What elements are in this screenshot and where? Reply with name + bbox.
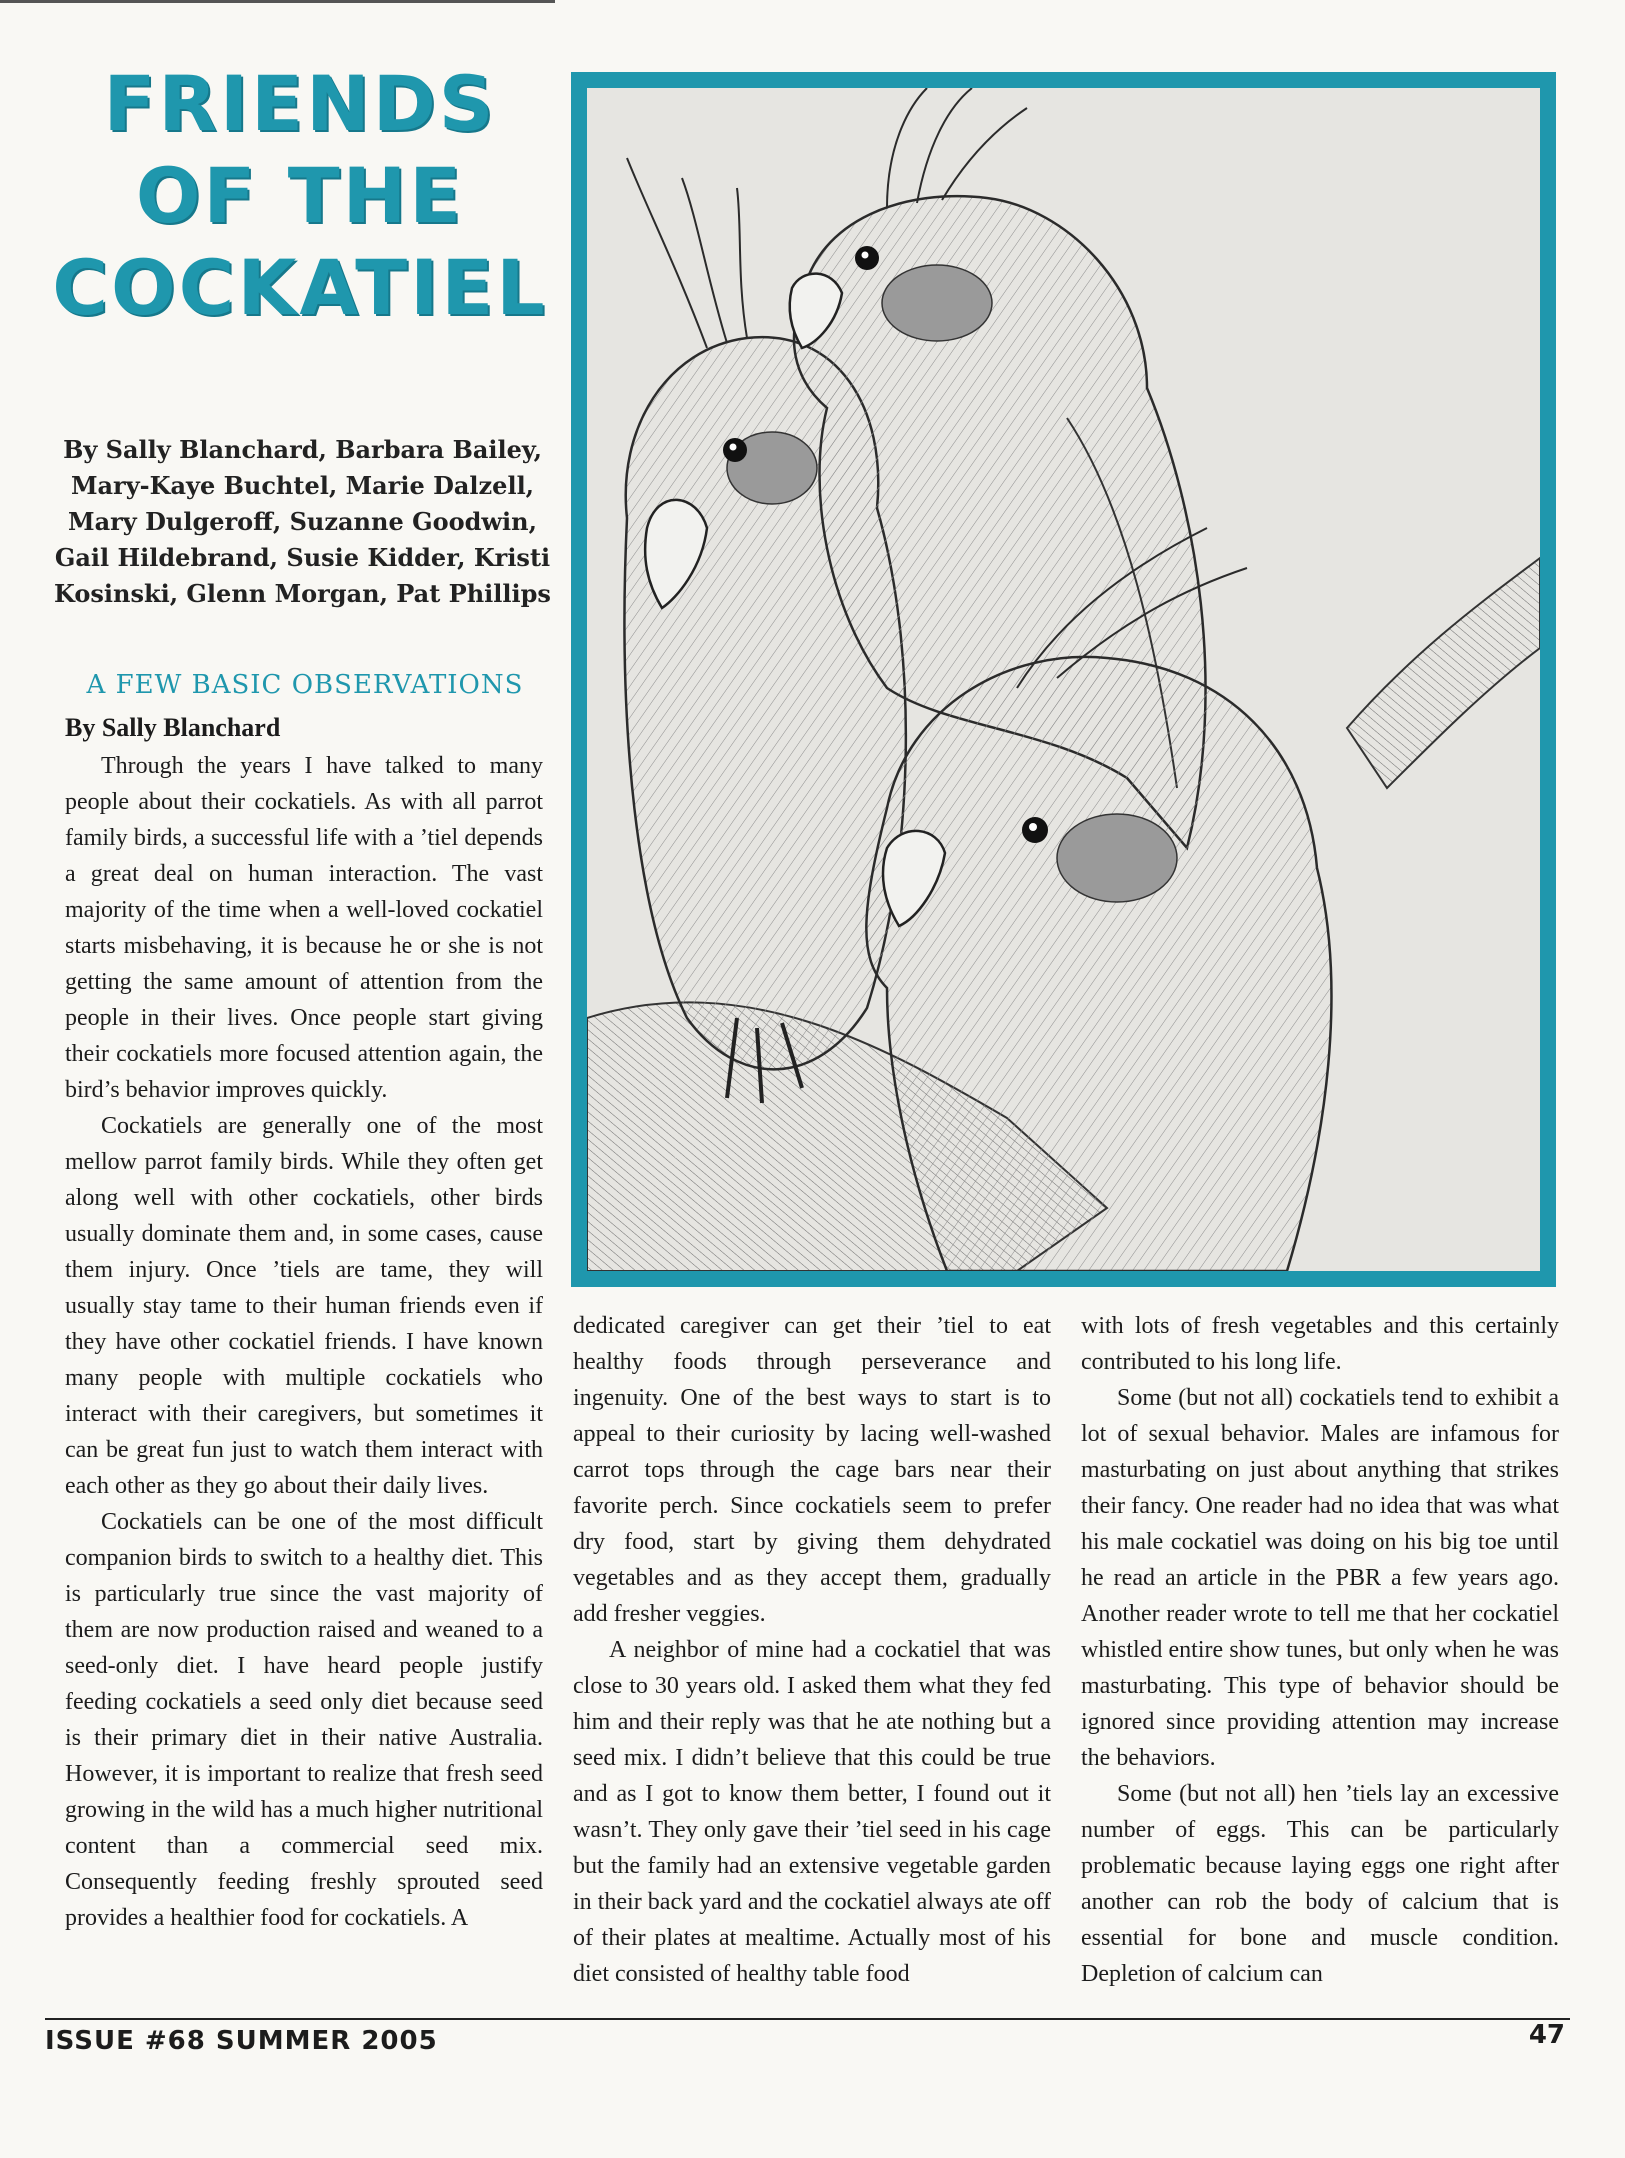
page-number: 47 xyxy=(1528,2020,1565,2050)
paragraph: dedicated caregiver can get their ’tiel to eat healthy foods through perseverance and ingenuity. One of the best ways to start is to appeal to their curiosity by lacing well-washed carrot tops through the cage bars near their favorite perch. Since cockatiels seem to prefer dry food, start by giving them dehydrated vegetables and as they accept them, gradually add fresher veggies. xyxy=(573,1313,1051,1627)
section-byline: By Sally Blanchard xyxy=(65,713,281,742)
text-column-1 xyxy=(65,748,543,1993)
article-title xyxy=(40,58,560,334)
top-rule xyxy=(0,0,555,3)
title-line-2: OF THE xyxy=(135,151,465,240)
paragraph: with lots of fresh vegetables and this certainly contributed to his long life. xyxy=(1081,1313,1559,1375)
paragraph: Some (but not all) cockatiels tend to exhibit a lot of sexual behavior. Males are infamous for masturbating on just about anything that strikes their fancy. One reader had no idea that was what his male cockatiel was doing on his big toe until he read an article in the PBR a few years ago. Another reader wrote to tell me that her cockatiel whistled entire show tunes, but only when he was masturbating. This type of behavior should be ignored since providing attention may increase the behaviors. xyxy=(1081,1385,1559,1771)
issue-label: ISSUE #68 SUMMER 2005 xyxy=(45,2026,438,2056)
footer-rule xyxy=(45,2018,1570,2020)
section-heading: A FEW BASIC OBSERVATIONS xyxy=(86,670,524,700)
cockatiel-illustration xyxy=(571,72,1556,1287)
text-column-2 xyxy=(573,1308,1051,1993)
title-line-3: COCKATIEL xyxy=(52,243,548,332)
paragraph: A neighbor of mine had a cockatiel that was close to 30 years old. I asked them what they fed him and their reply was that he ate nothing but a seed mix. I didn’t believe that this could be true and as I got to know them better, I found out it wasn’t. They only gave their ’tiel seed in his cage but the family had an extensive vegetable garden in their back yard and the cockatiel always ate off of their plates at mealtime. Actually most of his diet consisted of healthy table food xyxy=(573,1637,1051,1987)
cockatiel-drawing xyxy=(587,88,1540,1271)
paragraph: Through the years I have talked to many people about their cockatiels. As with all parrot family birds, a successful life with a ’tiel depends a great deal on human interaction. The vast majority of the time when a well-loved cockatiel starts misbehaving, it is because he or she is not getting the same amount of attention from the people in their lives. Once people start giving their cockatiels more focused attention again, the bird’s behavior improves quickly. xyxy=(65,753,543,1103)
paragraph: Cockatiels are generally one of the most mellow parrot family birds. While they often get along well with other cockatiels, other birds usually dominate them and, in some cases, cause them injury. Once ’tiels are tame, they will usually stay tame to their human friends even if they have other cockatiel friends. I have known many people with multiple cockatiels who interact with their caregivers, but sometimes it can be great fun just to watch them interact with each other as they go about their daily lives. xyxy=(65,1113,543,1499)
paragraph: Cockatiels can be one of the most difficult companion birds to switch to a healthy diet. This is particularly true since the vast majority of them are now production raised and weaned to a seed-only diet. I have heard people justify feeding cockatiels a seed only diet because seed is their primary diet in their native Australia. However, it is important to realize that fresh seed growing in the wild has a much higher nutritional content than a commercial seed mix. Consequently feeding freshly sprouted seed provides a healthier food for cockatiels. A xyxy=(65,1509,543,1931)
paragraph: Some (but not all) hen ’tiels lay an excessive number of eggs. This can be particularly problematic because laying eggs one right after another can rob the body of calcium that is essential for bone and muscle condition. Depletion of calcium can xyxy=(1081,1781,1559,1987)
text-column-3 xyxy=(1081,1308,1559,1993)
title-line-1: FRIENDS xyxy=(103,59,497,148)
contributors-byline: By Sally Blanchard, Barbara Bailey, Mary-Kaye Buchtel, Marie Dalzell, Mary Dulgeroff, Suzanne Goodwin, Gail Hildebrand, Susie Kidder, Kristi Kosinski, Glenn Morgan, Pat Phillips xyxy=(54,435,551,608)
